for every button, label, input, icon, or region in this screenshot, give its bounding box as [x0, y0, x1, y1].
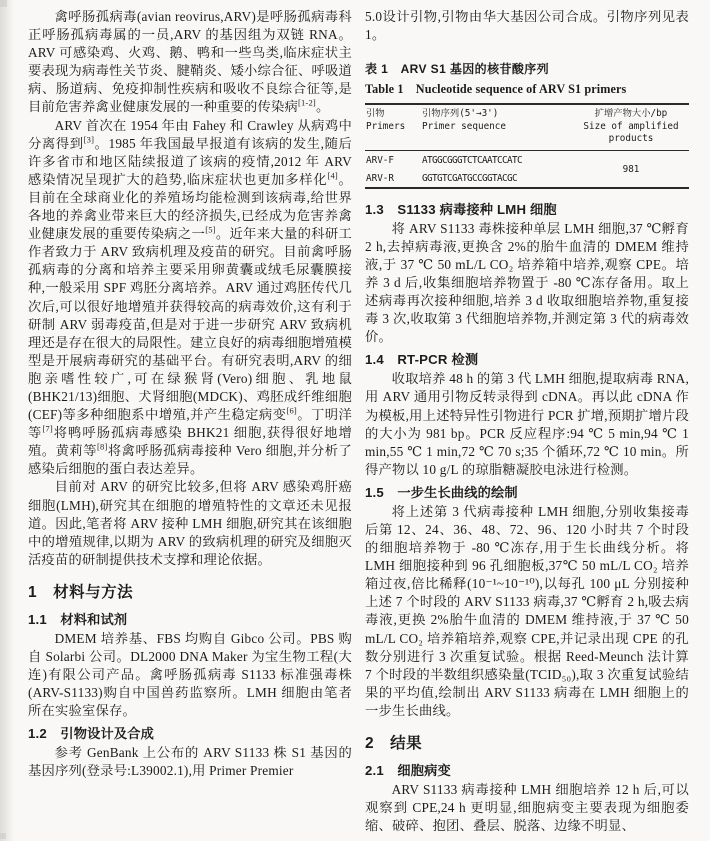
paragraph: ARV S1133 病毒接种 LMH 细胞培养 12 h 后,可以观察到 CPE,24 h 更明显,细胞病变主要表现为细胞委缩、破碎、抱团、叠层、脱落、边缘不明显、 — [365, 782, 689, 834]
header-primers — [365, 104, 421, 150]
citation-ref: [4] — [327, 170, 338, 181]
citation-ref: [5] — [205, 224, 216, 235]
paragraph: 目前对 ARV 的研究比较多,但将 ARV 感染鸡肝癌细胞(LMH),研究其在细胞的增殖特性的文章还未见报道。因此,笔者将 ARV 接种 LMH 细胞,研究其在该细胞中的增殖规律,以期为 ARV 的致病机理的研究及细胞灭活疫苗的研制提供技术支撑和理论依据。 — [28, 479, 352, 567]
citation-ref: [7] — [42, 423, 53, 434]
section-heading: 1.2 引物设计及合成 — [28, 726, 155, 742]
section-heading: 2 结果 — [365, 735, 423, 753]
citation-ref: [3] — [83, 134, 95, 145]
paragraph: 禽呼肠孤病毒(avian reovirus,ARV)是呼肠孤病毒科正呼肠孤病毒属的一员,ARV 的基因组为双链 RNA。ARV 可感染鸡、火鸡、鹅、鸭和一些鸟类,临床症状主要表现为病毒性关节炎、腱鞘炎、矮小综合征、呼吸道病、肠道病、免疫抑制性疾病和吸收不良综合征等,是目前危害养禽业健康发展的一种重要的传染病[1-2]。 — [28, 9, 352, 115]
header-sequence-en: Primer sequence — [422, 120, 506, 132]
section-heading: 2.1 细胞病变 — [365, 763, 451, 779]
paragraph: 收取培养 48 h 的第 3 代 LMH 细胞,提取病毒 RNA,用 ARV 通用引物反转录得到 cDNA。再以此 cDNA 作为模板,用上述特异性引物进行 PCR 扩增,预期扩增片段的大小为 981 bp。PCR 反应程序:94 ℃ 5 min,94 ℃ 1 min,55 ℃ 1 min,72 ℃ 70 s;35 个循环,72 ℃ 10 min。所得产物以 10 g/L 的琼脂糖凝胶电泳进行检测。 — [365, 371, 689, 477]
paragraph: ARV 首次在 1954 年由 Fahey 和 Crawley 从病鸡中分离得到[3]。1985 年我国最早报道有该病的发生,随后许多省市和地区陆续报道了该病的疫情,2012 年 ARV 感染情况呈现扩大的趋势,临床症状也更加多样化[4]。目前在全球商业化的养殖场均能检测到该病毒,给世界各地的养禽业带来巨大的经济损失,已经成为危害养禽业健康发展的重要传染病之一[5]。近年来大量的科研工作者致力于 ARV 致病机理及疫苗的研究。目前禽呼肠孤病毒的分离和培养主要采用卵黄囊或绒毛尿囊膜接种,一般采用 SPF 鸡胚分离培养。ARV 通过鸡胚传代几次后,可以很好地增殖并获得较高的病毒效价,这有利于研制 ARV 弱毒疫苗,但是对于进一步研究 ARV 致病机理还是存在很大的局限性。建立良好的病毒细胞增殖模型是开展病毒研究的基础平台。有研究表明,ARV 的细胞亲嗜性较广,可在绿猴肾(Vero)细胞、乳地鼠(BHK21/13)细胞、犬肾细胞(MDCK)、鸡胚成纤维细胞(CEF)等多种细胞系中增殖,并产生稳定病变[6]。丁明洋等[7]将鸭呼肠孤病毒感染 BHK21 细胞,获得很好地增殖。黄莉等[8]将禽呼肠孤病毒接种 Vero 细胞,并分析了感染后细胞的蛋白表达差异。 — [28, 117, 353, 477]
two-column-layout — [28, 8, 688, 835]
section-heading: 1.3 S1133 病毒接种 LMH 细胞 — [365, 201, 557, 217]
citation-ref: [1-2] — [297, 98, 316, 109]
product-size: 981 — [622, 163, 640, 175]
primers-table — [365, 103, 689, 189]
left-column — [28, 8, 352, 835]
scan-artifact — [0, 833, 6, 839]
section-heading: 1 材料与方法 — [28, 583, 134, 601]
header-primers-cn: 引物 — [366, 108, 385, 120]
paragraph: 参考 GenBank 上公布的 ARV S1133 株 S1 基因的基因序列(登录号:L39002.1),用 Primer Premier — [28, 745, 352, 779]
primer-sequence: GGTGTCGATGCCGGTACGC — [422, 172, 517, 184]
paragraph: 将 ARV S1133 毒株接种单层 LMH 细胞,37 ℃孵育 2 h,去掉病毒液,更换含 2%的胎牛血清的 DMEM 维持液,于 37 ℃ 50 mL/L CO₂ 培养箱中培养,观察 CPE。培养 3 d 后,收集细胞培养物置于 -80 ℃冻存备用。取上述病毒再次接种细胞,培养 3 d 收取细胞培养物,重复接毒 3 次,收取第 3 代细胞培养物,并测定第 3 代的病毒效价。 — [365, 220, 689, 345]
right-column — [365, 8, 689, 835]
header-size — [573, 104, 689, 150]
primer-name: ARV-R — [366, 172, 394, 184]
table-caption-en: Table 1 Nucleotide sequence of ARV S1 primers — [365, 82, 627, 97]
paragraph: DMEM 培养基、FBS 均购自 Gibco 公司。PBS 购自 Solarbi 公司。DL2000 DNA Maker 为宝生物工程(大连)有限公司产品。禽呼肠孤病毒 S1133 标准强毒株(ARV-S1133)购自中国兽药监察所。LMH 细胞由笔者所在实验室保存。 — [28, 630, 352, 719]
table-caption-cn: 表 1 ARV S1 基因的核苷酸序列 — [365, 62, 550, 77]
header-size-cn: 扩增产物大小/bp — [594, 108, 668, 120]
section-heading: 1.5 一步生长曲线的绘制 — [365, 484, 518, 500]
right-column-bottom — [365, 199, 689, 836]
header-sequence — [421, 104, 573, 150]
header-size-en: Size of amplified products — [583, 120, 679, 145]
right-column-top — [365, 8, 689, 44]
section-heading: 1.1 材料和试剂 — [28, 611, 128, 627]
citation-ref: [6] — [286, 405, 297, 416]
scan-artifact — [0, 0, 7, 7]
header-sequence-cn: 引物序列(5'→3') — [422, 108, 499, 120]
paragraph: 5.0设计引物,引物由华大基因公司合成。引物序列见表 1。 — [365, 9, 689, 43]
section-heading: 1.4 RT-PCR 检测 — [365, 352, 479, 368]
table-row — [365, 150, 689, 169]
header-primers-en: Primers — [366, 120, 406, 132]
citation-ref: [8] — [97, 441, 108, 452]
table-caption — [365, 60, 689, 97]
primer-name: ARV-F — [366, 154, 394, 166]
paragraph: 将上述第 3 代病毒接种 LMH 细胞,分别收集接毒后第 12、24、36、48、72、96、120 小时共 7 个时段的细胞培养物于 -80 ℃冻存,用于生长曲线分析。将 LMH 细胞接种到 96 孔细胞板,37℃ 50 mL/L CO₂ 培养箱过夜,倍比稀释(10⁻¹~10⁻¹⁰),以每孔 100 μL 分别接种上述 7 个时段的 ARV S1133 病毒,37 ℃孵育 2 h,吸去病毒液,更换 2%胎牛血清的 DMEM 维持液,于 37 ℃ 50 mL/L CO₂ 培养箱培养,观察 CPE,并记录出现 CPE 的孔数分别进行 3 次重复试验。根据 Reed-Meunch 法计算 7 个时段的半数组织感染量(TCID₅₀),取 3 次重复试验结果的平均值,绘制出 ARV S1133 病毒在 LMH 细胞上的一步生长曲线。 — [365, 503, 689, 718]
primer-sequence: ATGGCGGGTCTCAATCCATC — [422, 154, 522, 166]
primers-table-body — [365, 150, 689, 188]
primers-table-header — [365, 104, 689, 150]
